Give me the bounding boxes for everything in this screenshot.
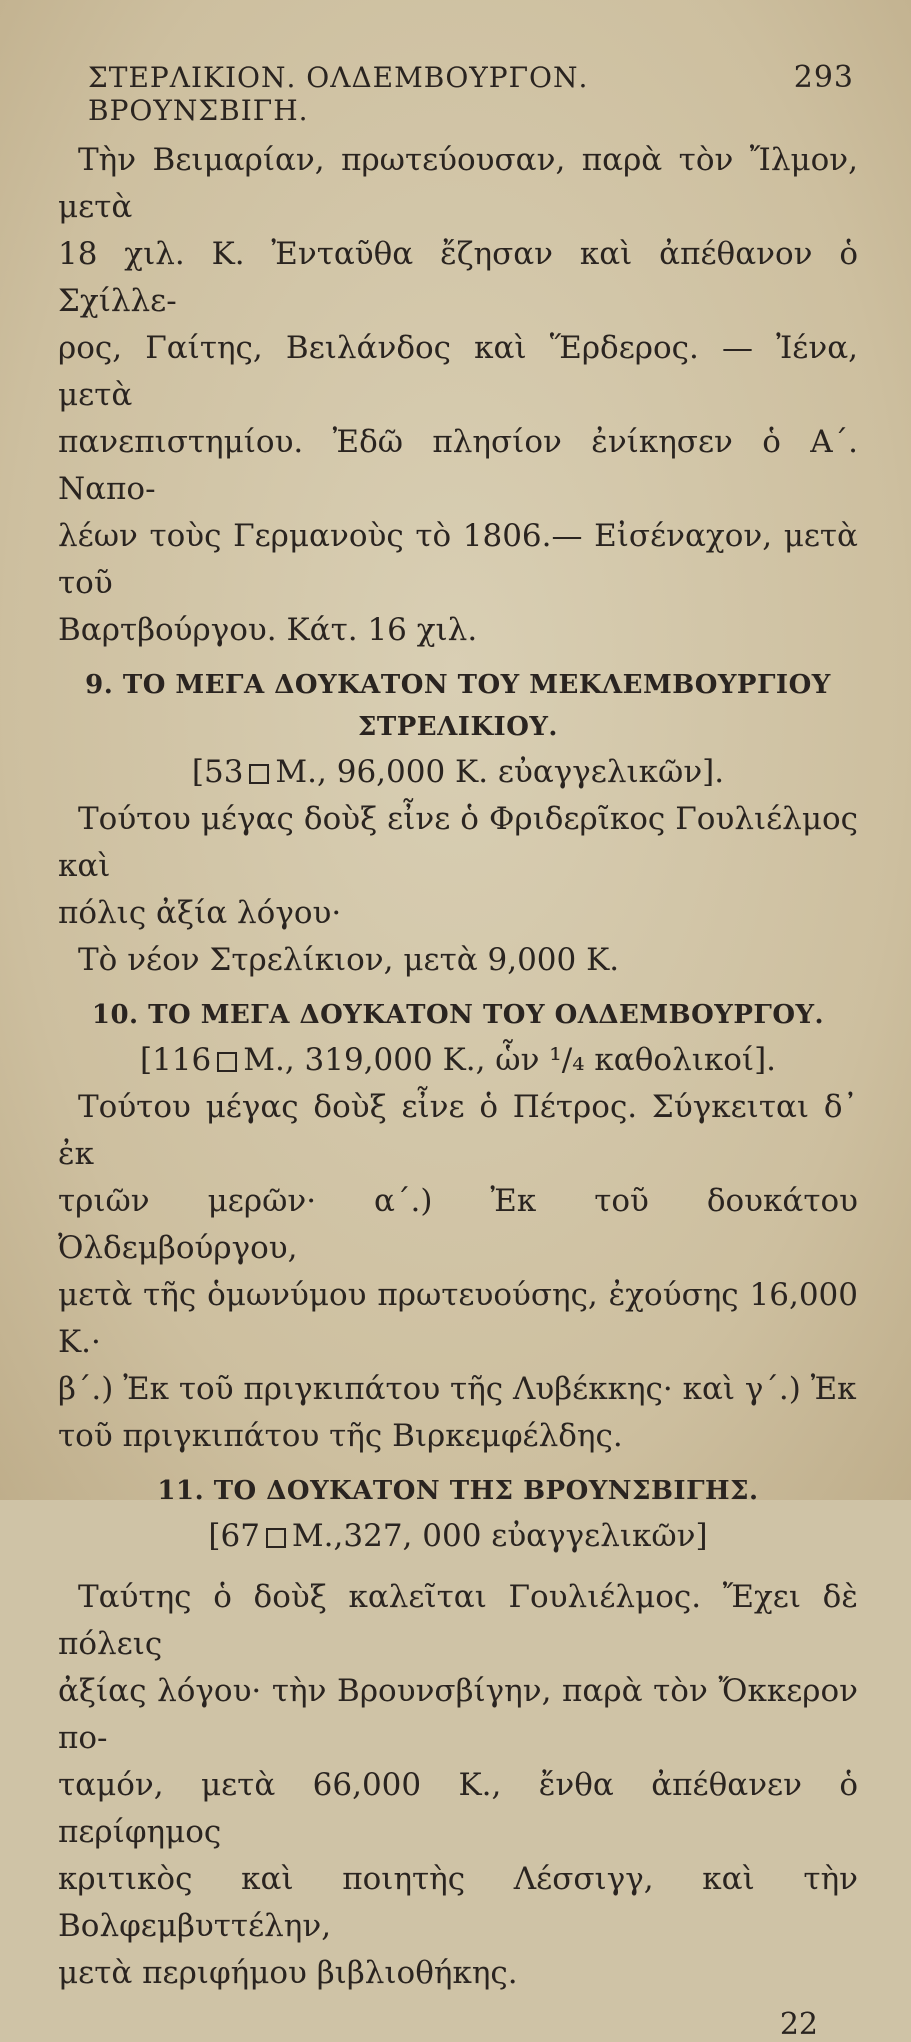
- text-line: ταμόν, μετὰ 66,000 Κ., ἔνθα ἀπέθανεν ὁ περίφημος: [58, 1767, 858, 1850]
- page-content: [58, 60, 858, 2042]
- stats-area: [116: [139, 1042, 212, 1078]
- running-header: [88, 60, 858, 127]
- text-line: πανεπιστημίου. Ἐδῶ πλησίον ἐνίκησεν ὁ Α΄. Ναπο-: [58, 424, 858, 507]
- stats-population: Μ., 96,000 Κ. εὐαγγελικῶν].: [275, 754, 725, 790]
- text-line: ἀξίας λόγου· τὴν Βρουνσβίγην, παρὰ τὸν Ὄκκερον πο-: [58, 1673, 858, 1756]
- text-line: β΄.) Ἐκ τοῦ πριγκιπάτου τῆς Λυβέκκης· καὶ γ΄.) Ἐκ: [58, 1371, 857, 1407]
- paragraph-weimar: [58, 137, 858, 654]
- section-heading: 9. ΤΟ ΜΕΓΑ ΔΟΥΚΑΤΟΝ ΤΟΥ ΜΕΚΛΕΜΒΟΥΡΓΙΟΥ: [85, 670, 831, 700]
- text-line: πόλις ἀξία λόγου·: [58, 895, 342, 931]
- text-line: μετὰ περιφήμου βιβλιοθήκης.: [58, 1955, 518, 1991]
- text-line: Βαρτβούργου. Κάτ. 16 χιλ.: [58, 612, 478, 648]
- section-11: [58, 1470, 858, 1997]
- section-heading-cont: ΣΤΡΕΛΙΚΙΟΥ.: [358, 712, 558, 742]
- spacer: [58, 1560, 858, 1574]
- section-9: [58, 664, 858, 984]
- stats-population: Μ., 319,000 Κ., ὧν ¹/₄ καθολικοί].: [243, 1042, 777, 1078]
- section-heading: 10. ΤΟ ΜΕΓΑ ΔΟΥΚΑΤΟΝ ΤΟΥ ΟΛΔΕΜΒΟΥΡΓΟΥ.: [91, 1000, 825, 1030]
- text-line: μετὰ τῆς ὁμωνύμου πρωτευούσης, ἐχούσης 16,000 Κ.·: [58, 1277, 858, 1360]
- text-line: τοῦ πριγκιπάτου τῆς Βιρκεμφέλδης.: [58, 1418, 623, 1454]
- square-miles-icon: [266, 1528, 286, 1548]
- square-miles-icon: [217, 1052, 237, 1072]
- text-line: Τὸ νέον Στρελίκιον, μετὰ 9,000 Κ.: [78, 942, 620, 978]
- stats-population: Μ.,327, 000 εὐαγγελικῶν]: [291, 1518, 708, 1554]
- text-line: τριῶν μερῶν· α΄.) Ἐκ τοῦ δουκάτου Ὀλδεμβούργου,: [58, 1183, 858, 1266]
- square-miles-icon: [249, 764, 269, 784]
- text-line: Τούτου μέγας δοὺξ εἶνε ὁ Πέτρος. Σύγκειται δ᾽ ἐκ: [58, 1089, 858, 1172]
- section-stats: [58, 1036, 858, 1084]
- stats-area: [67: [208, 1518, 260, 1554]
- text-line: λέων τοὺς Γερμανοὺς τὸ 1806.— Εἰσέναχον, μετὰ τοῦ: [58, 518, 858, 601]
- text-line: ρος, Γαίτης, Βειλάνδος καὶ Ἕρδερος. — Ἰένα, μετὰ: [58, 330, 858, 413]
- text-line: 18 χιλ. Κ. Ἐνταῦθα ἔζησαν καὶ ἀπέθανον ὁ Σχίλλε-: [58, 236, 858, 319]
- running-title: ΣΤΕΡΛΙΚΙΟΝ. ΟΛΔΕΜΒΟΥΡΓΟΝ. ΒΡΟΥΝΣΒΙΓΗ.: [88, 61, 589, 127]
- section-heading: 11. ΤΟ ΔΟΥΚΑΤΟΝ ΤΗΣ ΒΡΟΥΝΣΒΙΓΗΣ.: [157, 1476, 759, 1506]
- page-number: 293: [793, 60, 854, 95]
- text-line: Τὴν Βειμαρίαν, πρωτεύουσαν, παρὰ τὸν Ἴλμον, μετὰ: [58, 142, 858, 225]
- signature-mark: 22: [779, 2007, 818, 2042]
- text-line: Ταύτης ὁ δοὺξ καλεῖται Γουλιέλμος. Ἔχει δὲ πόλεις: [58, 1579, 858, 1662]
- section-stats: [58, 1512, 858, 1560]
- section-10: [58, 994, 858, 1460]
- stats-area: [53: [191, 754, 244, 790]
- section-stats: [58, 748, 858, 796]
- text-line: Τούτου μέγας δοὺξ εἶνε ὁ Φριδερῖκος Γουλιέλμος καὶ: [58, 801, 858, 884]
- text-line: κριτικὸς καὶ ποιητὴς Λέσσιγγ, καὶ τὴν Βολφεμβυττέλην,: [58, 1861, 858, 1944]
